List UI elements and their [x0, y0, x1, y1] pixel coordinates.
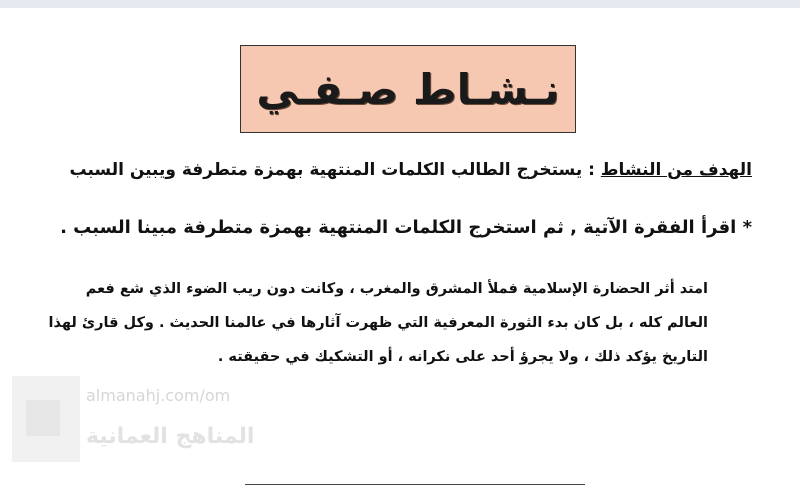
top-strip [0, 0, 800, 8]
title-banner [240, 45, 576, 133]
watermark-logo-inner [26, 400, 60, 436]
watermark-name: المناهج العمانية [86, 424, 255, 449]
paragraph-line: العالم كله ، بل كان بدء الثورة المعرفية التي ظهرت آثارها في عالمنا الحديث . وكل قارئ لهذا [48, 315, 708, 331]
watermark-url: almanahj.com/om [86, 386, 231, 405]
instruction-text: * اقرأ الفقرة الآتية , ثم استخرج الكلمات المنتهية بهمزة متطرفة مبينا السبب . [60, 217, 752, 238]
activity-objective [32, 160, 752, 180]
paragraph-line: التاريخ يؤكد ذلك ، ولا يجرؤ أحد على نكرانه ، أو التشكيك في حقيقته . [217, 349, 708, 365]
objective-text: يستخرج الطالب الكلمات المنتهية بهمزة متطرفة ويبين السبب [69, 160, 583, 180]
objective-label: الهدف من النشاط [600, 160, 752, 180]
reading-paragraph [48, 272, 708, 374]
bottom-divider [245, 484, 585, 485]
objective-separator: : [582, 160, 601, 180]
paragraph-line: امتد أثر الحضارة الإسلامية فملأ المشرق والمغرب ، وكانت دون ريب الضوء الذي شع فعم [85, 281, 708, 297]
page-title: نـشـاط صـفـي [256, 64, 560, 114]
